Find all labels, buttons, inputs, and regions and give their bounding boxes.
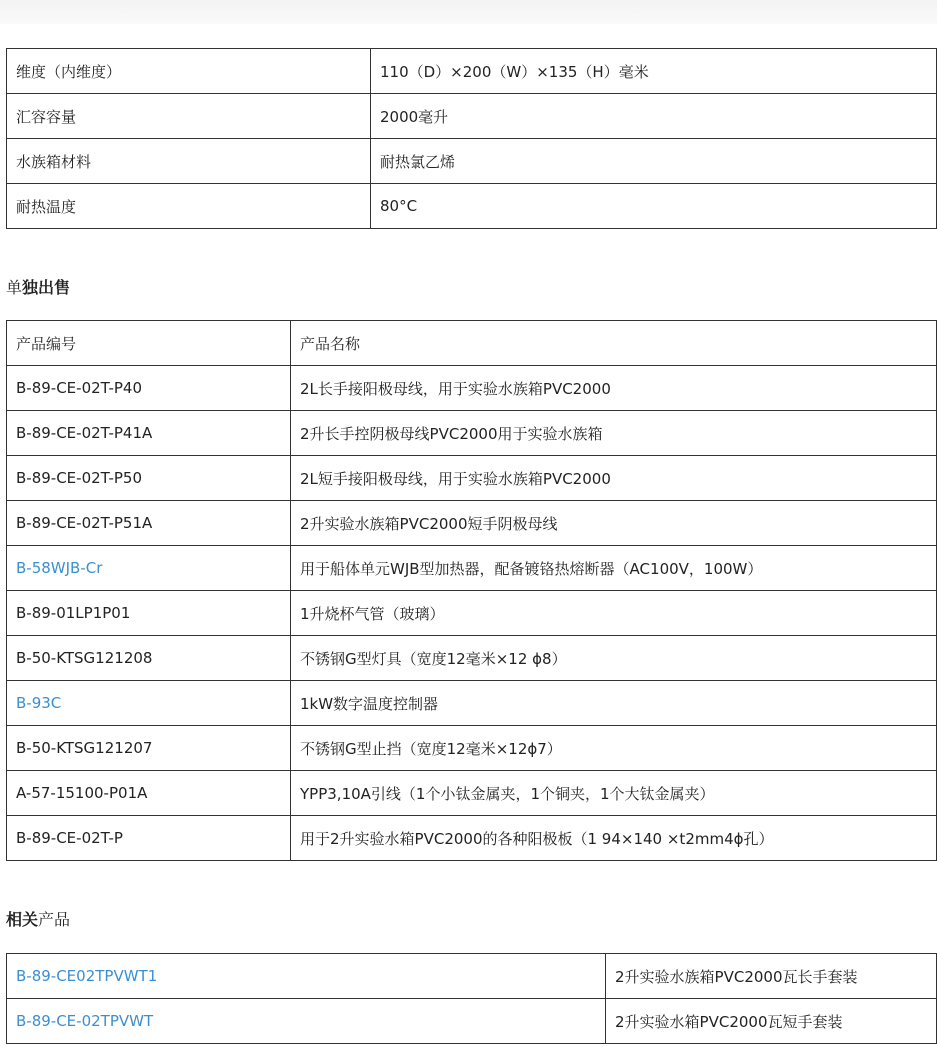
table-row bbox=[7, 94, 937, 139]
product-code: B-89-CE-02T-P51A bbox=[7, 501, 291, 546]
table-row bbox=[7, 139, 937, 184]
product-code: B-50-KTSG121208 bbox=[7, 636, 291, 681]
table-row bbox=[7, 681, 937, 726]
product-code: B-89-CE-02T-P41A bbox=[7, 411, 291, 456]
related-name: 2升实验水族箱PVC2000瓦长手套装 bbox=[606, 954, 937, 999]
spec-label: 水族箱材料 bbox=[7, 139, 371, 184]
section-heading-standalone bbox=[6, 275, 70, 298]
product-code-link[interactable]: B-58WJB-Cr bbox=[16, 559, 103, 577]
table-row bbox=[7, 999, 937, 1044]
table-row bbox=[7, 49, 937, 94]
table-row bbox=[7, 456, 937, 501]
product-name: 2升实验水族箱PVC2000短手阴极母线 bbox=[291, 501, 937, 546]
product-code-cell bbox=[7, 546, 291, 591]
related-code-link[interactable]: B-89-CE-02TPVWT bbox=[16, 1012, 154, 1030]
spec-value: 80°C bbox=[371, 184, 937, 229]
product-name: 1kW数字温度控制器 bbox=[291, 681, 937, 726]
spec-label: 耐热温度 bbox=[7, 184, 371, 229]
heading-prefix: 单 bbox=[6, 278, 23, 297]
product-name: 不锈钢G型灯具（宽度12毫米×12 ϕ8） bbox=[291, 636, 937, 681]
spec-value: 耐热氯乙烯 bbox=[371, 139, 937, 184]
related-products-table bbox=[6, 953, 937, 1044]
section-heading-related bbox=[6, 907, 70, 930]
related-name: 2升实验水箱PVC2000瓦短手套装 bbox=[606, 999, 937, 1044]
product-code-cell bbox=[7, 681, 291, 726]
column-header-name: 产品名称 bbox=[291, 321, 937, 366]
table-row bbox=[7, 366, 937, 411]
column-header-code: 产品编号 bbox=[7, 321, 291, 366]
spec-value: 2000毫升 bbox=[371, 94, 937, 139]
product-name: 不锈钢G型止挡（宽度12毫米×12ϕ7） bbox=[291, 726, 937, 771]
table-row bbox=[7, 501, 937, 546]
spec-label: 维度（内维度） bbox=[7, 49, 371, 94]
table-row bbox=[7, 636, 937, 681]
product-table bbox=[6, 320, 937, 861]
product-name: 用于2升实验水箱PVC2000的各种阳极板（1 94×140 ×t2mm4ϕ孔） bbox=[291, 816, 937, 861]
product-code-link[interactable]: B-93C bbox=[16, 694, 62, 712]
spec-value: 110（D）×200（W）×135（H）毫米 bbox=[371, 49, 937, 94]
product-code: B-89-01LP1P01 bbox=[7, 591, 291, 636]
product-code: A-57-15100-P01A bbox=[7, 771, 291, 816]
product-name: 用于船体单元WJB型加热器，配备镀铬热熔断器（AC100V，100W） bbox=[291, 546, 937, 591]
product-code: B-89-CE-02T-P40 bbox=[7, 366, 291, 411]
heading-bold: 独出售 bbox=[22, 278, 71, 297]
heading-bold: 相关 bbox=[6, 910, 39, 929]
table-row bbox=[7, 411, 937, 456]
product-name: 2升长手控阴极母线PVC2000用于实验水族箱 bbox=[291, 411, 937, 456]
spec-label: 汇容容量 bbox=[7, 94, 371, 139]
related-code-link[interactable]: B-89-CE02TPVWT1 bbox=[16, 967, 158, 985]
table-row bbox=[7, 954, 937, 999]
table-row bbox=[7, 591, 937, 636]
product-code: B-89-CE-02T-P bbox=[7, 816, 291, 861]
product-code: B-50-KTSG121207 bbox=[7, 726, 291, 771]
product-name: YPP3,10A引线（1个小钛金属夹，1个铜夹，1个大钛金属夹） bbox=[291, 771, 937, 816]
product-name: 1升烧杯气管（玻璃） bbox=[291, 591, 937, 636]
table-header-row bbox=[7, 321, 937, 366]
product-code: B-89-CE-02T-P50 bbox=[7, 456, 291, 501]
related-code-cell bbox=[7, 954, 606, 999]
related-code-cell bbox=[7, 999, 606, 1044]
top-shade-bar bbox=[0, 0, 937, 24]
table-row bbox=[7, 184, 937, 229]
heading-suffix: 产品 bbox=[38, 910, 71, 929]
spec-table bbox=[6, 48, 937, 229]
table-row bbox=[7, 816, 937, 861]
product-name: 2L长手接阳极母线，用于实验水族箱PVC2000 bbox=[291, 366, 937, 411]
table-row bbox=[7, 771, 937, 816]
table-row bbox=[7, 726, 937, 771]
product-name: 2L短手接阳极母线，用于实验水族箱PVC2000 bbox=[291, 456, 937, 501]
table-row bbox=[7, 546, 937, 591]
